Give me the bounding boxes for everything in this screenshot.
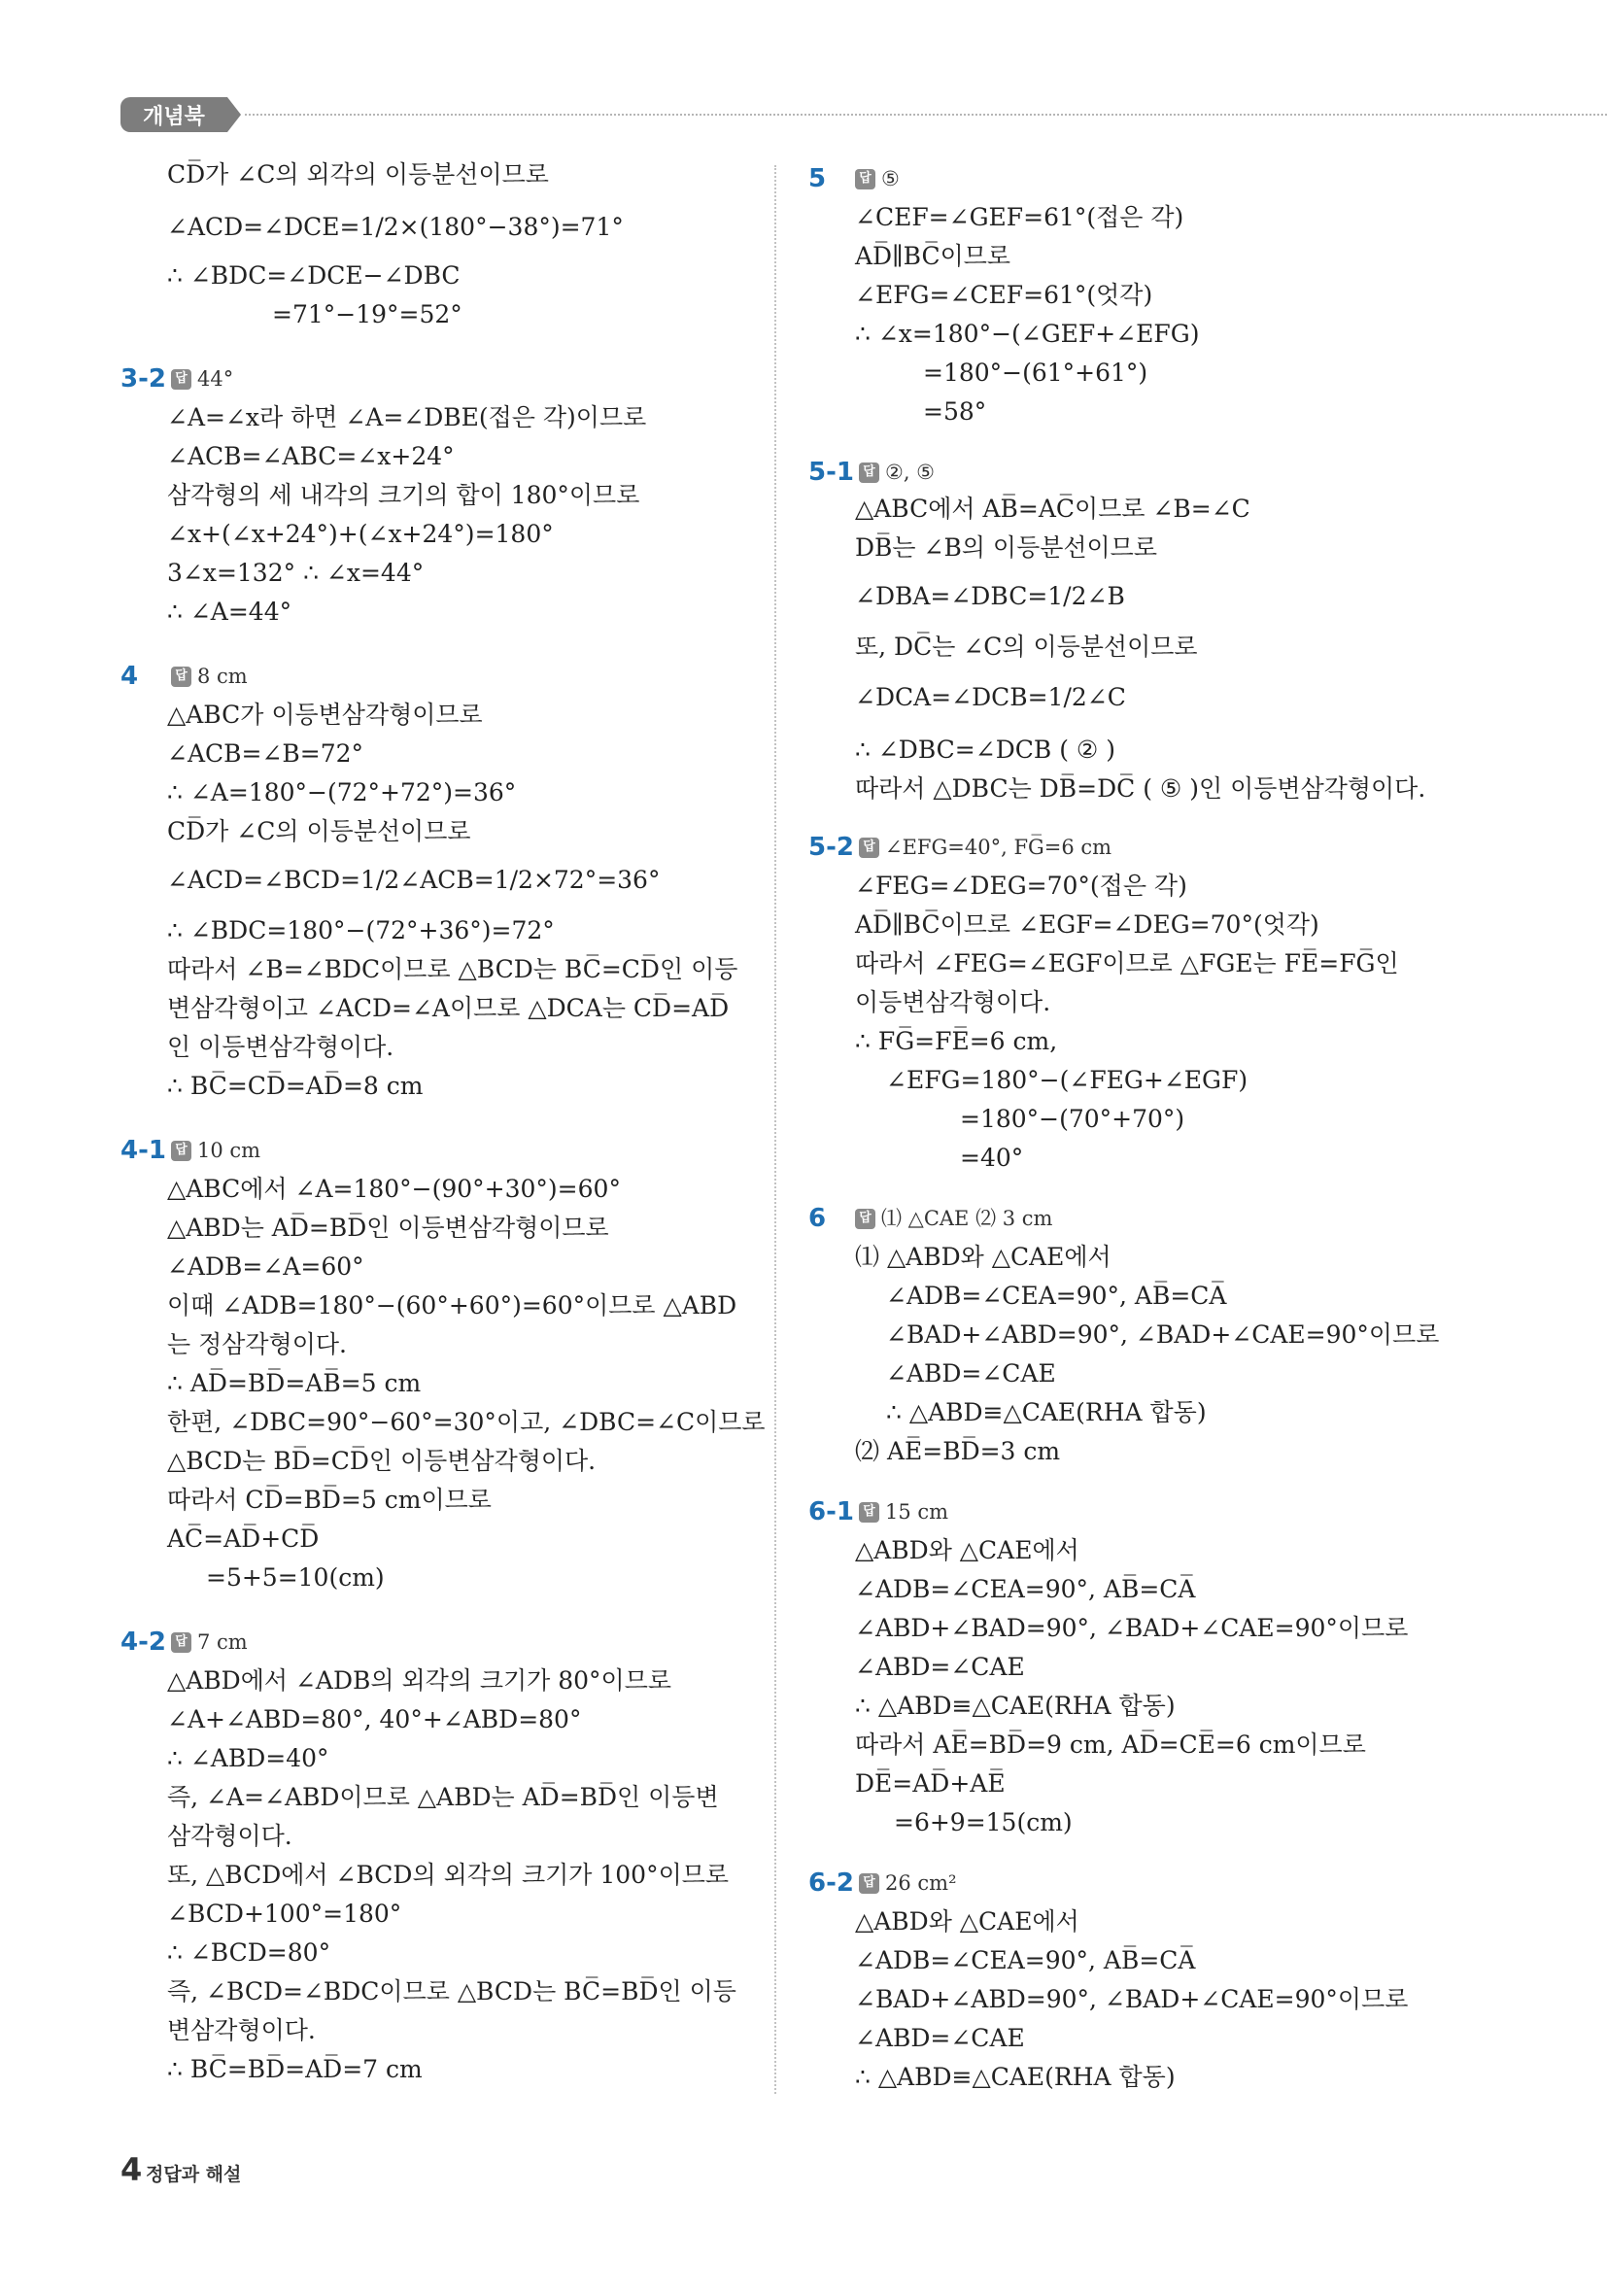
answer-badge: 답: [859, 1873, 879, 1894]
solution-line: CD̅가 ∠C의 이등분선이므로: [167, 817, 471, 845]
solution-line: =40°: [960, 1144, 1024, 1172]
solution-line: AD̅∥BC̅이므로 ∠EGF=∠DEG=70°(엇각): [855, 910, 1319, 939]
problem-number: 4-2: [120, 1628, 166, 1657]
answer-badge: 답: [855, 169, 875, 189]
solution-line: 삼각형의 세 내각의 크기의 합이 180°이므로: [167, 481, 640, 509]
answer-tag: [171, 363, 233, 394]
solution-line: 변삼각형이고 ∠ACD=∠A이므로 △DCA는 CD̅=AD̅: [167, 994, 730, 1022]
solution-line: ∠ACB=∠ABC=∠x+24°: [167, 442, 455, 470]
column-divider: [774, 165, 776, 2094]
answer-text: 10 cm: [197, 1139, 261, 1162]
solution-line: ∠DBA=∠DBC=1/2∠B: [855, 582, 1125, 610]
solution-line: AC̅=AD̅+CD̅: [167, 1525, 320, 1553]
solution-line: ∠DCA=∠DCB=1/2∠C: [855, 683, 1126, 711]
answer-badge: 답: [171, 1632, 191, 1653]
answer-tag: [855, 1203, 1052, 1234]
solution-line: 따라서 ∠B=∠BDC이므로 △BCD는 BC̅=CD̅인 이등: [167, 955, 738, 983]
answer-badge: 답: [855, 1209, 875, 1229]
solution-line: 따라서 △DBC는 DB̅=DC̅ ( ⑤ )인 이등변삼각형이다.: [855, 774, 1426, 803]
solution-line: △ABD에서 ∠ADB의 외각의 크기가 80°이므로: [167, 1666, 672, 1695]
solution-line: AD̅∥BC̅이므로: [855, 242, 1011, 270]
solution-line: △ABD와 △CAE에서: [855, 1536, 1079, 1564]
answer-badge: 답: [171, 1141, 191, 1161]
solution-line: 인 이등변삼각형이다.: [167, 1033, 394, 1061]
solution-line: ∠ABD=∠CAE: [855, 1653, 1025, 1681]
solution-line: ∠A+∠ABD=80°, 40°+∠ABD=80°: [167, 1705, 582, 1733]
solution-line: △ABD와 △CAE에서: [855, 1907, 1079, 1936]
solution-line: =180°−(61°+61°): [923, 359, 1148, 387]
solution-line: 한편, ∠DBC=90°−60°=30°이고, ∠DBC=∠C이므로: [167, 1408, 766, 1436]
answer-tag: [171, 1627, 248, 1658]
answer-tag: [859, 1496, 948, 1527]
solution-line: ∠ACB=∠B=72°: [167, 739, 364, 768]
solution-line: ∴ ∠ABD=40°: [167, 1744, 329, 1772]
solution-line: ∠ACD=∠BCD=1/2∠ACB=1/2×72°=36°: [167, 866, 661, 894]
answer-text: 44°: [197, 367, 234, 391]
answer-text: ②, ⑤: [885, 461, 936, 484]
answer-tag: [859, 1868, 957, 1899]
solution-line: ⑴ △ABD와 △CAE에서: [855, 1243, 1111, 1271]
solution-line: CD̅가 ∠C의 외각의 이등분선이므로: [167, 160, 549, 188]
answer-text: 26 cm²: [885, 1871, 957, 1895]
page-number: 4: [120, 2151, 143, 2188]
answer-text: ∠EFG=40°, FG̅=6 cm: [885, 836, 1112, 859]
solution-line: ∴ ∠BDC=180°−(72°+36°)=72°: [167, 916, 555, 944]
solution-line: ∴ ∠BDC=∠DCE−∠DBC: [167, 261, 461, 290]
answer-badge: 답: [859, 463, 879, 483]
answer-tag: [171, 661, 248, 692]
solution-line: 따라서 ∠FEG=∠EGF이므로 △FGE는 FE̅=FG̅인: [855, 949, 1399, 977]
section-tab-arrow: [227, 97, 241, 132]
solution-line: △ABD는 AD̅=BD̅인 이등변삼각형이므로: [167, 1214, 609, 1242]
solution-line: ∴ △ABD≡△CAE(RHA 합동): [855, 1692, 1176, 1720]
solution-line: △ABC에서 AB̅=AC̅이므로 ∠B=∠C: [855, 495, 1250, 523]
solution-line: 이때 ∠ADB=180°−(60°+60°)=60°이므로 △ABD: [167, 1291, 737, 1319]
problem-number: 6-1: [808, 1497, 854, 1526]
solution-line: ∠ABD=∠CAE: [886, 1359, 1056, 1388]
answer-text: ⑤: [881, 167, 900, 190]
answer-text: 15 cm: [885, 1500, 949, 1524]
solution-line: ∠CEF=∠GEF=61°(접은 각): [855, 203, 1184, 231]
solution-line: 변삼각형이다.: [167, 2016, 316, 2044]
solution-line: 이등변삼각형이다.: [855, 988, 1051, 1016]
solution-line: △ABC에서 ∠A=180°−(90°+30°)=60°: [167, 1175, 621, 1203]
answer-text: 8 cm: [197, 665, 248, 688]
solution-line: =5+5=10(cm): [206, 1563, 385, 1592]
solution-line: ∴ ∠A=180°−(72°+72°)=36°: [167, 778, 517, 806]
solution-line: 삼각형이다.: [167, 1822, 292, 1850]
answer-tag: [855, 163, 900, 194]
solution-line: ∠ADB=∠CEA=90°, AB̅=CA̅: [855, 1946, 1196, 1974]
solution-line: DE̅=AD̅+AE̅: [855, 1769, 1006, 1798]
solution-line: ⑵ AE̅=BD̅=3 cm: [855, 1437, 1061, 1465]
solution-line: ∠ACD=∠DCE=1/2×(180°−38°)=71°: [167, 213, 624, 241]
solution-line: △BCD는 BD̅=CD̅인 이등변삼각형이다.: [167, 1447, 597, 1475]
answer-badge: 답: [859, 838, 879, 858]
problem-number: 3-2: [120, 364, 166, 394]
solution-line: ∠EFG=180°−(∠FEG+∠EGF): [886, 1066, 1248, 1094]
solution-line: 는 정삼각형이다.: [167, 1330, 347, 1358]
solution-line: ∠ADB=∠CEA=90°, AB̅=CA̅: [855, 1575, 1196, 1603]
solution-line: ∠ADB=∠A=60°: [167, 1252, 364, 1281]
problem-number: 5-1: [808, 458, 854, 487]
problem-number: 6: [808, 1204, 827, 1233]
solution-line: ∠BCD+100°=180°: [167, 1900, 402, 1928]
solution-line: ∴ ∠BCD=80°: [167, 1938, 331, 1967]
header-rule: [245, 114, 1607, 116]
solution-line: ∠A=∠x라 하면 ∠A=∠DBE(접은 각)이므로: [167, 403, 647, 431]
answer-text: ⑴ △CAE ⑵ 3 cm: [881, 1207, 1053, 1230]
solution-line: 즉, ∠A=∠ABD이므로 △ABD는 AD̅=BD̅인 이등변: [167, 1783, 719, 1811]
solution-line: ∠EFG=∠CEF=61°(엇각): [855, 281, 1153, 309]
problem-number: 4-1: [120, 1136, 166, 1165]
solution-line: ∴ ∠A=44°: [167, 598, 292, 626]
solution-line: ∠ABD+∠BAD=90°, ∠BAD+∠CAE=90°이므로: [855, 1614, 1409, 1642]
solution-line: ∴ BC̅=CD̅=AD̅=8 cm: [167, 1072, 424, 1100]
section-tab: 개념북: [120, 97, 227, 132]
solution-line: ∴ FG̅=FE̅=6 cm,: [855, 1027, 1058, 1055]
solution-line: =180°−(70°+70°): [960, 1105, 1185, 1133]
answer-badge: 답: [171, 667, 191, 687]
answer-tag: [859, 832, 1111, 863]
solution-line: ∠x+(∠x+24°)+(∠x+24°)=180°: [167, 520, 554, 548]
answer-badge: 답: [859, 1502, 879, 1523]
solution-line: DB̅는 ∠B의 이등분선이므로: [855, 533, 1157, 562]
solution-line: ∴ AD̅=BD̅=AB̅=5 cm: [167, 1369, 422, 1397]
problem-number: 4: [120, 662, 139, 691]
solution-line: ∴ ∠x=180°−(∠GEF+∠EFG): [855, 320, 1200, 348]
solution-line: 즉, ∠BCD=∠BDC이므로 △BCD는 BC̅=BD̅인 이등: [167, 1977, 736, 2005]
solution-line: 또, △BCD에서 ∠BCD의 외각의 크기가 100°이므로: [167, 1861, 730, 1889]
solution-line: =6+9=15(cm): [894, 1808, 1073, 1836]
solution-line: 따라서 CD̅=BD̅=5 cm이므로: [167, 1486, 492, 1514]
problem-number: 5-2: [808, 833, 854, 862]
solution-line: 3∠x=132° ∴ ∠x=44°: [167, 559, 425, 587]
answer-tag: [171, 1135, 260, 1166]
solution-line: ∴ △ABD≡△CAE(RHA 합동): [886, 1398, 1207, 1426]
solution-line: ∠FEG=∠DEG=70°(접은 각): [855, 872, 1187, 900]
solution-line: ∴ BC̅=BD̅=AD̅=7 cm: [167, 2055, 423, 2083]
answer-tag: [859, 457, 935, 488]
footer-label: 정답과 해설: [146, 2164, 242, 2185]
answer-text: 7 cm: [197, 1630, 248, 1654]
problem-number: 5: [808, 164, 827, 193]
solution-line: ∠ADB=∠CEA=90°, AB̅=CA̅: [886, 1282, 1227, 1310]
solution-line: =71°−19°=52°: [272, 300, 462, 328]
answer-badge: 답: [171, 369, 191, 390]
solution-line: ∴ ∠DBC=∠DCB ( ② ): [855, 736, 1116, 764]
solution-line: =58°: [923, 397, 987, 426]
solution-line: △ABC가 이등변삼각형이므로: [167, 701, 483, 729]
solution-line: ∠ABD=∠CAE: [855, 2024, 1025, 2052]
solution-line: ∠BAD+∠ABD=90°, ∠BAD+∠CAE=90°이므로: [855, 1985, 1409, 2013]
solution-line: ∠BAD+∠ABD=90°, ∠BAD+∠CAE=90°이므로: [886, 1320, 1440, 1349]
solution-line: 따라서 AE̅=BD̅=9 cm, AD̅=CE̅=6 cm이므로: [855, 1731, 1366, 1759]
solution-line: ∴ △ABD≡△CAE(RHA 합동): [855, 2063, 1176, 2091]
solution-line: 또, DC̅는 ∠C의 이등분선이므로: [855, 633, 1198, 661]
problem-number: 6-2: [808, 1868, 854, 1898]
